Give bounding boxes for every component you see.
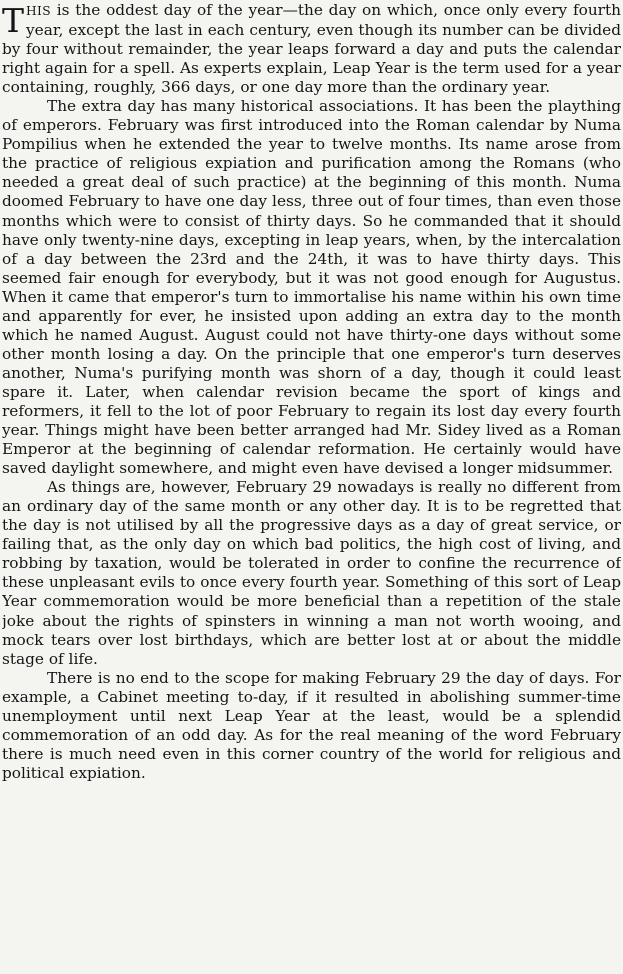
article-paragraph-3: As things are, however, February 29 nowadays is really no different from an ordinary day of the same month or any other day. It is to be regretted that the day is not utilised by all the progressive days as a day of great service, or failing that, as the only day on which bad politics, the high cost of living, and robbing by taxation, would be tolerated in order to confine the recurrence of these unpleasant evils to once every fourth year. Something of this sort of Leap Year commemoration would be more beneficial than a repetition of the stale joke about the rights of spinsters in winning a man not worth wooing, and mock tears over lost birthdays, which are better lost at or about the middle stage of life. xyxy=(2,478,621,668)
article-paragraph-4: There is no end to the scope for making February 29 the day of days. For example, a Cabinet meeting to-day, if it resulted in abolishing summer-time unemployment until next Leap Year at the least, would be a splendid commemoration of an odd day. As for the real meaning of the word February there is much need even in this corner country of the world for religious and political expiation. xyxy=(2,668,621,782)
article-paragraph-1 xyxy=(2,1,621,97)
drop-cap: T xyxy=(2,1,25,40)
article-paragraph-2: The extra day has many historical associations. It has been the plaything of emperors. February was first introduced into the Roman calendar by Numa Pompilius when he extended the year to twelve months. Its name arose from the practice of religious expiation and purification among the Romans (who needed a great deal of such practice) at the beginning of this month. Numa doomed February to have one day less, three out of four times, than even those months which were to consist of thirty days. So he commanded that it should have only twenty-nine days, excepting in leap years, when, by the intercalation of a day between the 23rd and the 24th, it was to have thirty days. This seemed fair enough for everybody, but it was not good enough for Augustus. When it came that emperor's turn to immortalise his name within his own time and apparently for ever, he insisted upon adding an extra day to the month which he named August. August could not have thirty-one days without some other month losing a day. On the principle that one emperor's turn deserves another, Numa's purifying month was shorn of a day, though it could least spare it. Later, when calendar revision became the sport of kings and reformers, it fell to the lot of poor February to regain its lost day every fourth year. Things might have been better arranged had Mr. Sidey lived as a Roman Emperor at the beginning of calendar reformation. He certainly would have saved daylight somewhere, and might even have devised a longer midsummer. xyxy=(2,97,621,478)
first-word-rest: HIS xyxy=(26,4,52,18)
article-column xyxy=(2,1,621,973)
paragraph-1-text: is the oddest day of the year—the day on which, once only every fourth year, except the last in each century, even though its number can be divided by four without remainder, the year leaps forward a day and puts the calendar right again for a spell. As experts explain, Leap Year is the term used for a year containing, roughly, 366 days, or one day more than the ordinary year. xyxy=(2,1,621,97)
